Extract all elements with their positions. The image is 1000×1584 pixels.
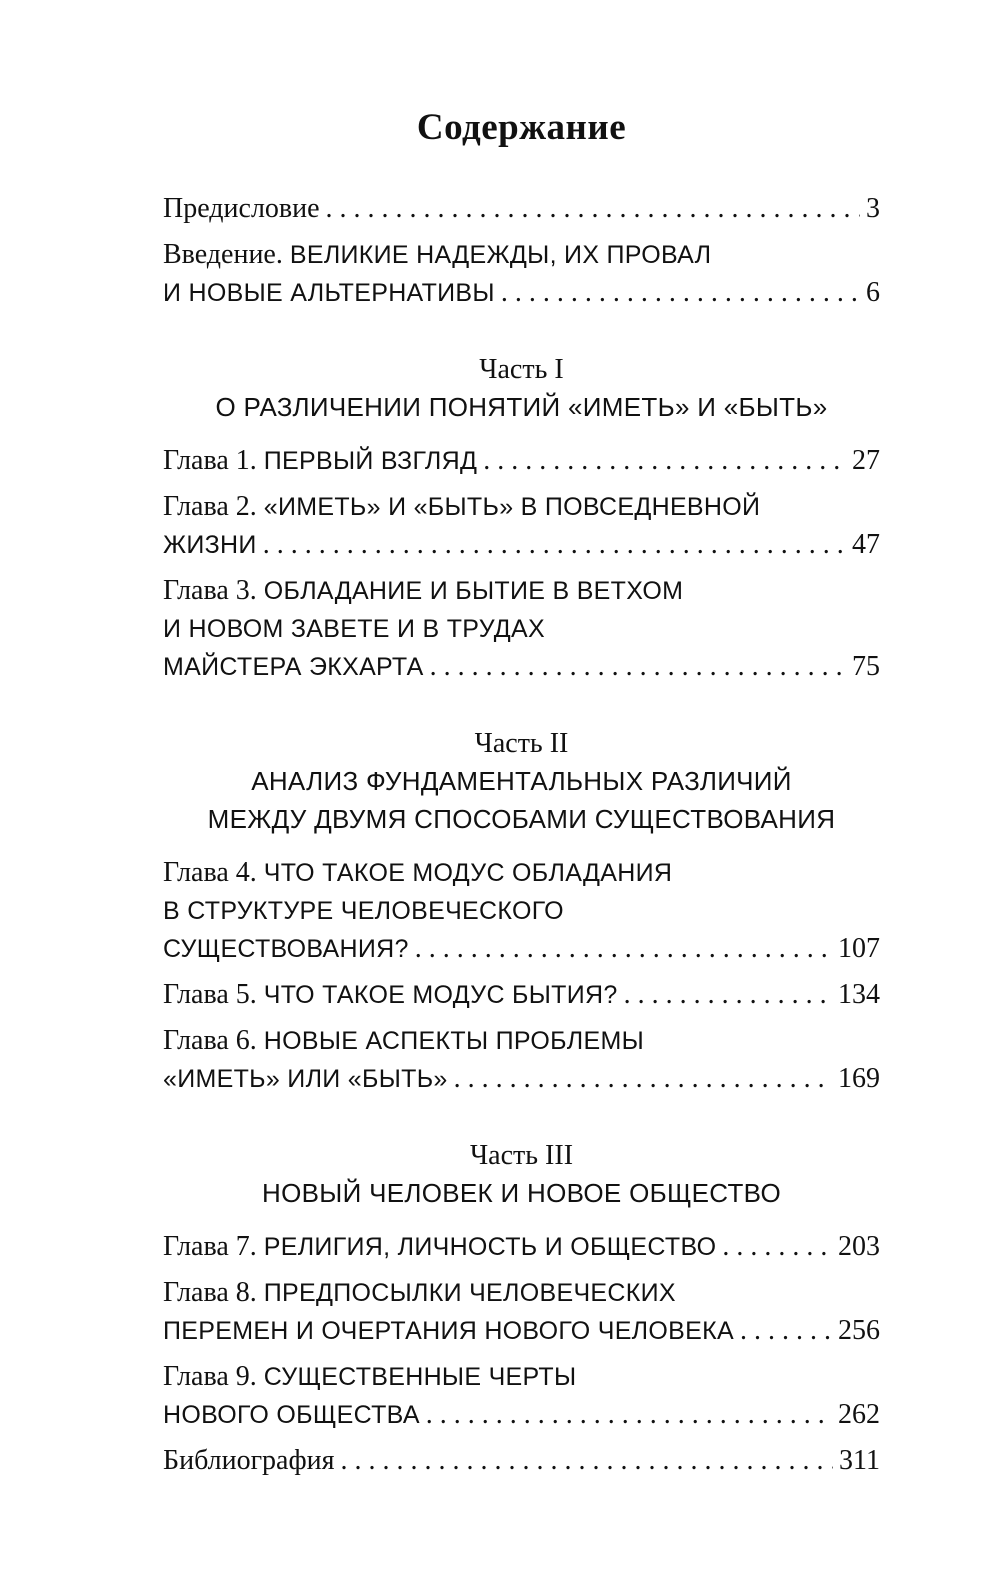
page-number: 311 (839, 1445, 880, 1476)
chapter-title-text: СУЩЕСТВЕННЫЕ ЧЕРТЫ (263, 1363, 577, 1391)
toc-entry-line (163, 488, 880, 526)
toc-entry-last-text (163, 976, 618, 1014)
toc-entry[interactable] (163, 442, 880, 480)
chapter-title-text: ПРЕДПОСЫЛКИ ЧЕЛОВЕЧЕСКИХ (263, 1279, 676, 1307)
toc-entry-line (163, 1358, 880, 1396)
toc-entry-lines (163, 236, 880, 274)
toc-entry[interactable] (163, 572, 880, 686)
chapter-title-text: ОБЛАДАНИЕ И БЫТИЕ В ВЕТХОМ (263, 577, 684, 605)
dot-leader (483, 442, 846, 480)
page-number: 203 (838, 1231, 880, 1262)
chapter-number: Глава 4. (163, 857, 264, 888)
chapter-title-text: «ИМЕТЬ» И «БЫТЬ» В ПОВСЕДНЕВНОЙ (263, 493, 761, 521)
toc-entry[interactable] (163, 1442, 880, 1480)
toc-entry-line (163, 236, 880, 274)
toc-entry-last-line (163, 442, 880, 480)
toc-entry-lines (163, 854, 880, 930)
toc-entry[interactable] (163, 1228, 880, 1266)
dot-leader (740, 1312, 832, 1350)
toc-entry-last-line (163, 1228, 880, 1266)
toc-entry[interactable] (163, 1022, 880, 1098)
chapter-number: Глава 7. (163, 1231, 264, 1262)
part-title: НОВЫЙ ЧЕЛОВЕК И НОВОЕ ОБЩЕСТВО (262, 1178, 781, 1208)
toc-entry-last-line (163, 1312, 880, 1350)
page-number: 256 (838, 1315, 880, 1346)
toc-entry[interactable] (163, 190, 880, 228)
toc-entry-lines (163, 1358, 880, 1396)
chapter-title-text: ЖИЗНИ (163, 531, 257, 559)
chapter-title-text: И НОВОМ ЗАВЕТЕ И В ТРУДАХ (163, 615, 545, 643)
toc-entry-last-text (163, 442, 477, 480)
part-title: АНАЛИЗ ФУНДАМЕНТАЛЬНЫХ РАЗЛИЧИЙ (251, 766, 792, 796)
toc-entry-lines (163, 488, 880, 526)
part-label: Часть III (469, 1140, 574, 1171)
page-number: 27 (852, 445, 880, 476)
dot-leader (722, 1228, 832, 1266)
toc-entry-last-line (163, 1060, 880, 1098)
toc-entry[interactable] (163, 1274, 880, 1350)
back-matter-list (163, 1442, 880, 1480)
chapter-number: Глава 1. (163, 445, 264, 476)
entry-title-text: ВЕЛИКИЕ НАДЕЖДЫ, ИХ ПРОВАЛ (289, 241, 712, 269)
toc-entry-line (163, 854, 880, 892)
chapter-title-text: Библиография (163, 1445, 335, 1476)
toc-entry-last-line (163, 274, 880, 312)
toc-entry-lines (163, 1022, 880, 1060)
part-label: Часть II (474, 728, 569, 759)
toc-entry-last-text (163, 1228, 716, 1266)
toc-entry-line (163, 572, 880, 610)
part-title: О РАЗЛИЧЕНИИ ПОНЯТИЙ «ИМЕТЬ» И «БЫТЬ» (215, 392, 828, 422)
toc-entry-last-line (163, 976, 880, 1014)
toc-entry-last-text (163, 930, 409, 968)
toc-entry[interactable] (163, 854, 880, 968)
toc-entry-last-line (163, 526, 880, 564)
toc-entry-lines (163, 1274, 880, 1312)
toc-entry-line (163, 1022, 880, 1060)
chapter-title-text: ЧТО ТАКОЕ МОДУС БЫТИЯ? (263, 981, 618, 1009)
page-number: 75 (852, 651, 880, 682)
dot-leader (624, 976, 832, 1014)
chapter-number: Глава 8. (163, 1277, 264, 1308)
chapter-title-text: ПЕРЕМЕН И ОЧЕРТАНИЯ НОВОГО ЧЕЛОВЕКА (163, 1317, 734, 1345)
toc-entry-line (163, 1274, 880, 1312)
toc-entry-last-line (163, 930, 880, 968)
chapter-number: Глава 2. (163, 491, 264, 522)
page-number: 6 (866, 277, 880, 308)
dot-leader (263, 526, 846, 564)
part-label: Часть I (479, 354, 564, 385)
chapter-number: Глава 5. (163, 979, 264, 1010)
dot-leader (501, 274, 860, 312)
chapter-title-text: РЕЛИГИЯ, ЛИЧНОСТЬ И ОБЩЕСТВО (263, 1233, 717, 1261)
toc-entry-last-line (163, 190, 880, 228)
parts-list (163, 352, 880, 1434)
chapter-number: Глава 3. (163, 575, 264, 606)
dot-leader (415, 930, 832, 968)
chapter-number: Глава 6. (163, 1025, 264, 1056)
table-of-contents (163, 104, 880, 1488)
toc-entry[interactable] (163, 976, 880, 1014)
entry-title-text: Предисловие (163, 193, 320, 224)
front-matter-list (163, 190, 880, 312)
part-header (163, 1138, 880, 1212)
toc-title: Содержание (416, 107, 627, 148)
toc-entry-lines (163, 572, 880, 648)
part-header (163, 726, 880, 838)
toc-entry[interactable] (163, 1358, 880, 1434)
toc-entry-last-text (163, 1060, 448, 1098)
toc-entry[interactable] (163, 236, 880, 312)
toc-entry[interactable] (163, 488, 880, 564)
page-number: 134 (838, 979, 880, 1010)
chapter-title-text: В СТРУКТУРЕ ЧЕЛОВЕЧЕСКОГО (163, 897, 564, 925)
chapter-number: Глава 9. (163, 1361, 264, 1392)
toc-entry-line (163, 892, 880, 930)
chapter-title-text: ЧТО ТАКОЕ МОДУС ОБЛАДАНИЯ (263, 859, 673, 887)
toc-entry-last-line (163, 1396, 880, 1434)
toc-entry-last-text (163, 526, 257, 564)
toc-entry-last-text (163, 1396, 420, 1434)
chapter-title-text: НОВОГО ОБЩЕСТВА (163, 1401, 420, 1429)
toc-entry-line (163, 610, 880, 648)
chapter-title-text: МАЙСТЕРА ЭКХАРТА (163, 653, 424, 681)
entry-prefix: Введение. (163, 239, 290, 270)
toc-entry-last-line (163, 648, 880, 686)
toc-entry-last-line (163, 1442, 880, 1480)
page-number: 262 (838, 1399, 880, 1430)
dot-leader (430, 648, 846, 686)
chapter-title-text: СУЩЕСТВОВАНИЯ? (163, 935, 409, 963)
chapter-title-text: НОВЫЕ АСПЕКТЫ ПРОБЛЕМЫ (263, 1027, 645, 1055)
chapter-title-text: ПЕРВЫЙ ВЗГЛЯД (263, 447, 478, 475)
toc-entry-last-text (163, 648, 424, 686)
chapter-title-text: «ИМЕТЬ» ИЛИ «БЫТЬ» (163, 1065, 448, 1093)
part-title: МЕЖДУ ДВУМЯ СПОСОБАМИ СУЩЕСТВОВАНИЯ (207, 804, 836, 834)
page-number: 47 (852, 529, 880, 560)
page-number: 3 (866, 193, 880, 224)
dot-leader (326, 190, 860, 228)
entry-title-text: И НОВЫЕ АЛЬТЕРНАТИВЫ (163, 279, 495, 307)
toc-entry-last-text (163, 1312, 734, 1350)
dot-leader (426, 1396, 832, 1434)
page-number: 169 (838, 1063, 880, 1094)
page-number: 107 (838, 933, 880, 964)
dot-leader (341, 1442, 834, 1480)
dot-leader (454, 1060, 832, 1098)
toc-entry-last-text (163, 1442, 335, 1480)
part-header (163, 352, 880, 426)
